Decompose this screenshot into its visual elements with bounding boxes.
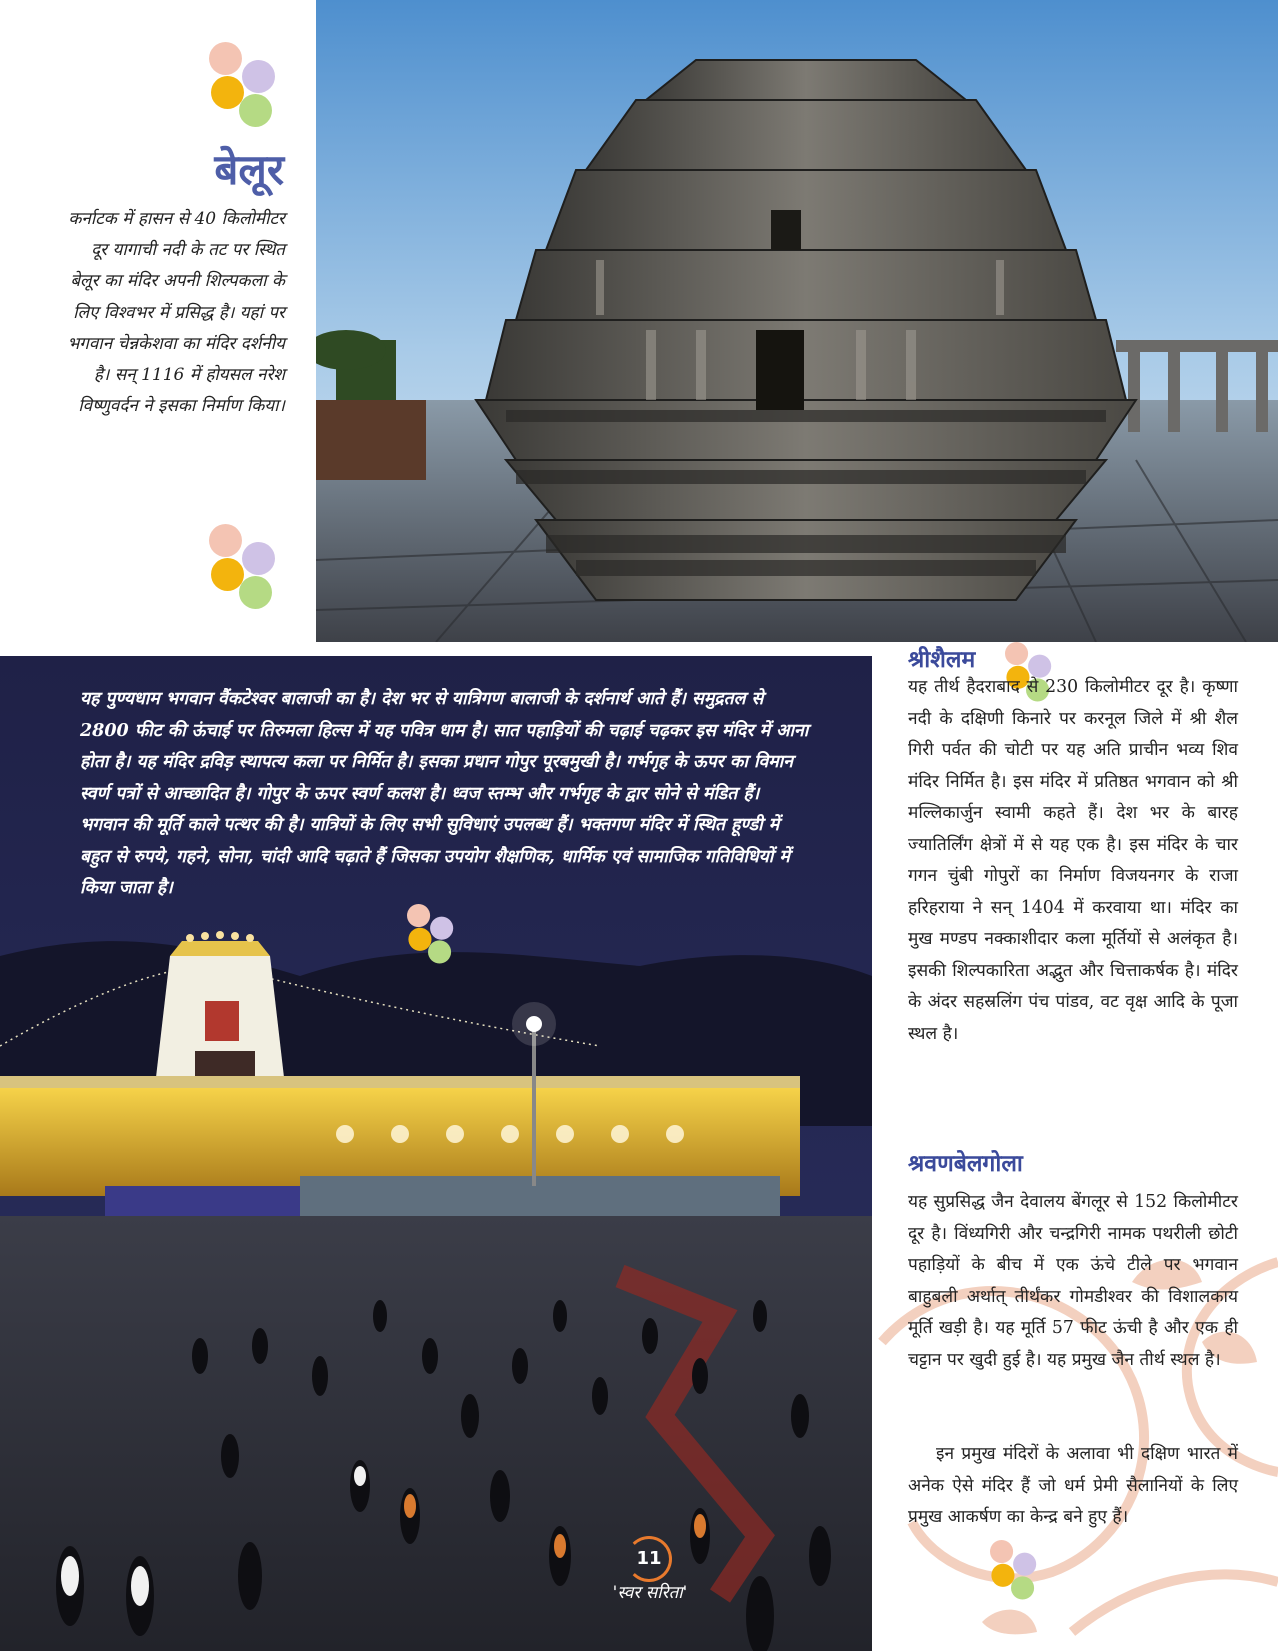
decorative-dots-icon [407,904,455,964]
srisailam-heading: श्रीशैलम [908,646,976,673]
srisailam-description: यह तीर्थ हैदराबाद से 230 किलोमीटर दूर है। कृष्णा नदी के दक्षिणी किनारे पर करनूल जिले में श्री शैल गिरी पर्वत की चोटी पर यह अति प्राचीन भव्य शिव मंदिर निर्मित है। इस मंदिर में प्रतिष्ठत भगवान को श्री मल्लिकार्जुन स्वामी कहते हैं। देश भर के बारह ज्यातिर्लिंग क्षेत्रों में से यह एक है। इस मंदिर के चार गगन चुंबी गोपुरों का निर्माण विजयनगर के राजा हरिहराया ने सन् 1404 में करवाया था। मंदिर का मुख मण्डप नक्काशीदार कला मूर्तियों से अलंकृत है। इसकी शिल्पकारिता अद्भुत और चित्ताकर्षक है। मंदिर के अंदर सहस्रलिंग पंच पांडव, वट वृक्ष आदि के पूजा स्थल है। [908,677,1238,1044]
shravanabelagola-heading: श्रवणबेलगोला [908,1150,1023,1177]
decorative-dots-icon [990,1540,1038,1600]
tirumala-description: यह पुण्यधाम भगवान वैंकटेश्वर बालाजी का है। देश भर से यात्रिगण बालाजी के दर्शनार्थ आते हैं। समुद्रतल से 2800 फीट की ऊंचाई पर तिरुमला हिल्स में यह पवित्र धाम है। सात पहाड़ियों की चढ़ाई चढ़कर इस मंदिर में आना होता है। यह मंदिर द्रविड़ स्थापत्य कला पर निर्मित है। इसका प्रधान गोपुर पूरबमुखी है। गर्भगृह के ऊपर का विमान स्वर्ण पत्रों से आच्छादित है। गोपुर के ऊपर स्वर्ण कलश है। ध्वज स्तम्भ और गर्भगृह के द्वार सोने से मंडित हैं। भगवान की मूर्ति काले पत्थर की है। यात्रियों के लिए सभी सुविधाएं उपलब्ध हैं। भक्तगण मंदिर में स्थित हूण्डी में बहुत से रुपये, गहने, सोना, चांदी आदि चढ़ाते हैं जिसका उपयोग शैक्षणिक, धार्मिक एवं सामाजिक गतिविधियों में किया जाता है। [80,689,809,898]
closing-paragraph: इन प्रमुख मंदिरों के अलावा भी दक्षिण भारत में अनेक ऐसे मंदिर हैं जो धर्म प्रेमी सैलानियों के लिए प्रमुख आकर्षण का केन्द्र बने हुए हैं। [908,1444,1238,1527]
right-column [872,642,1278,1651]
belur-description: कर्नाटक में हासन से 40 किलोमीटर दूर यागाची नदी के तट पर स्थित बेलूर का मंदिर अपनी शिल्पकला के लिए विश्वभर में प्रसिद्ध है। यहां पर भगवान चेन्नकेशवा का मंदिर दर्शनीय है। सन् 1116 में होयसल नरेश विष्णुवर्दन ने इसका निर्माण किया। [67,209,285,417]
decorative-dots-icon [209,42,277,128]
page-number: 11 [626,1536,672,1582]
tirumala-section [0,656,872,1651]
belur-section [0,0,316,648]
belur-heading: बेलूर [214,145,284,194]
decorative-dots-icon [209,524,277,610]
magazine-name: 'स्वर सरिता' [612,1583,688,1603]
belur-temple-photo [316,0,1278,642]
shravanabelagola-description: यह सुप्रसिद्ध जैन देवालय बेंगलूर से 152 किलोमीटर दूर है। विंध्यगिरी और चन्द्रगिरी नामक पथरीली छोटी पहाड़ियों के बीच में एक ऊंचे टीले पर भगवान बाहुबली अर्थात् तीर्थंकर गोमडीश्वर की विशालकाय मूर्ति खड़ी है। यह मूर्ति 57 फीट ऊंची है और एक ही चट्टान पर खुदी हुई है। यह प्रमुख जैन तीर्थ स्थल है। [908,1192,1238,1370]
